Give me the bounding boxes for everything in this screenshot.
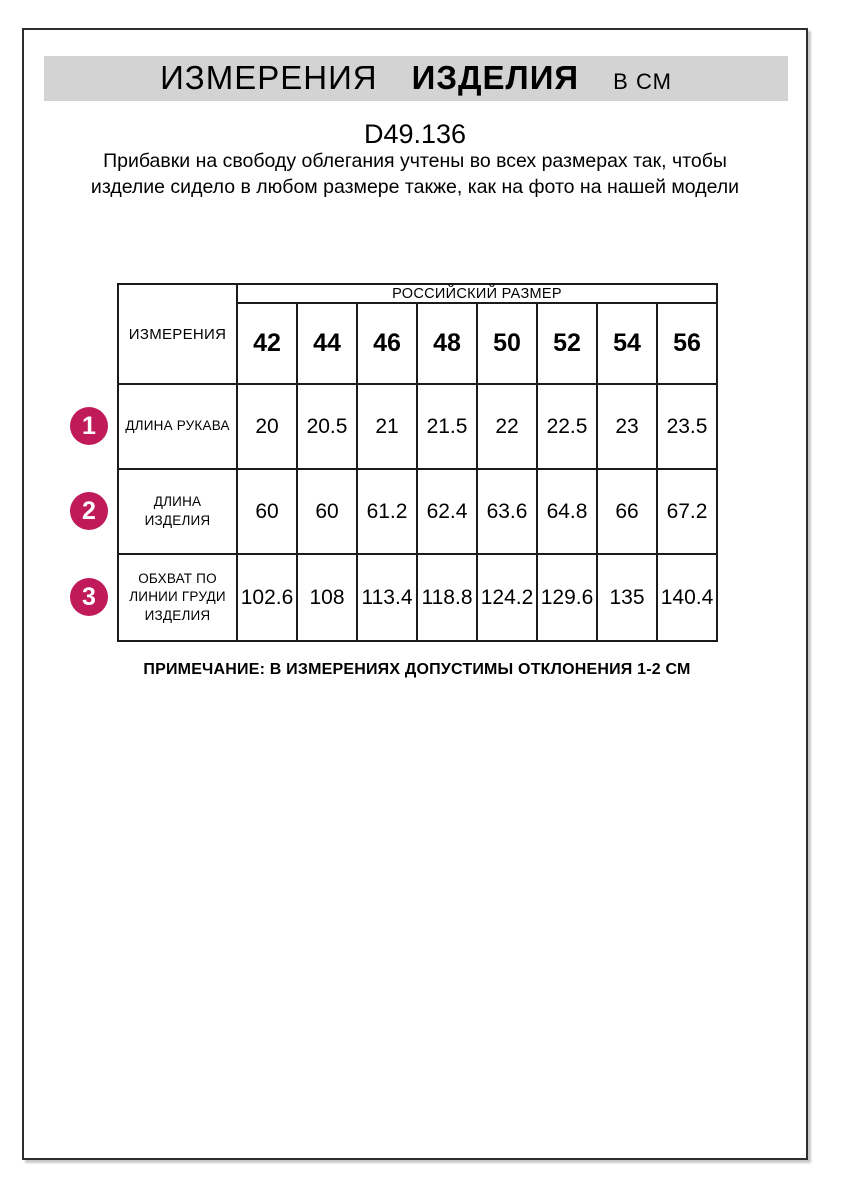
note-text: ПРИМЕЧАНИЕ: В ИЗМЕРЕНИЯХ ДОПУСТИМЫ ОТКЛОНЕНИЯ 1-2 СМ <box>143 661 691 678</box>
size-header-cell: 44 <box>297 303 357 384</box>
title-word-measurements: ИЗМЕРЕНИЯ <box>160 59 378 96</box>
table-row-group-header <box>118 284 717 303</box>
value-cell: 129.6 <box>537 554 597 641</box>
value-cell: 108 <box>297 554 357 641</box>
value-cell: 22 <box>477 384 537 469</box>
size-header-cell: 50 <box>477 303 537 384</box>
corner-header-cell: ИЗМЕРЕНИЯ <box>118 284 237 384</box>
row-number-badge-1: 1 <box>70 407 108 445</box>
value-cell: 64.8 <box>537 469 597 554</box>
value-cell: 60 <box>297 469 357 554</box>
value-cell: 118.8 <box>417 554 477 641</box>
size-group-header-cell: РОССИЙСКИЙ РАЗМЕР <box>237 284 717 303</box>
value-cell: 62.4 <box>417 469 477 554</box>
value-cell: 113.4 <box>357 554 417 641</box>
value-cell: 63.6 <box>477 469 537 554</box>
table-row-chest-girth <box>118 554 717 641</box>
value-cell: 135 <box>597 554 657 641</box>
value-cell: 20.5 <box>297 384 357 469</box>
value-cell: 20 <box>237 384 297 469</box>
title-banner <box>44 56 788 101</box>
table-row-sleeve-length <box>118 384 717 469</box>
size-header-cell: 54 <box>597 303 657 384</box>
row-number-badge-2: 2 <box>70 492 108 530</box>
value-cell: 60 <box>237 469 297 554</box>
value-cell: 66 <box>597 469 657 554</box>
size-header-cell: 56 <box>657 303 717 384</box>
model-code: D49.136 <box>363 119 467 149</box>
value-cell: 23 <box>597 384 657 469</box>
value-cell: 102.6 <box>237 554 297 641</box>
measurements-table <box>117 283 718 642</box>
value-cell: 23.5 <box>657 384 717 469</box>
description-text: Прибавки на свободу облегания учтены во всех размерах так, чтобы изделие сидело в любом размере также, как на фото на нашей модели <box>90 150 740 198</box>
value-cell: 22.5 <box>537 384 597 469</box>
title-units: В СМ <box>613 69 672 94</box>
size-header-cell: 48 <box>417 303 477 384</box>
value-cell: 21.5 <box>417 384 477 469</box>
size-header-cell: 46 <box>357 303 417 384</box>
value-cell: 124.2 <box>477 554 537 641</box>
table-row-product-length <box>118 469 717 554</box>
row-label-cell: ДЛИНА ИЗДЕЛИЯ <box>118 469 237 554</box>
value-cell: 61.2 <box>357 469 417 554</box>
size-header-cell: 42 <box>237 303 297 384</box>
size-header-cell: 52 <box>537 303 597 384</box>
value-cell: 21 <box>357 384 417 469</box>
value-cell: 140.4 <box>657 554 717 641</box>
row-number-badge-3: 3 <box>70 578 108 616</box>
value-cell: 67.2 <box>657 469 717 554</box>
row-label-cell: ОБХВАТ ПО ЛИНИИ ГРУДИ ИЗДЕЛИЯ <box>118 554 237 641</box>
title-word-product: ИЗДЕЛИЯ <box>411 59 580 96</box>
row-label-cell: ДЛИНА РУКАВА <box>118 384 237 469</box>
